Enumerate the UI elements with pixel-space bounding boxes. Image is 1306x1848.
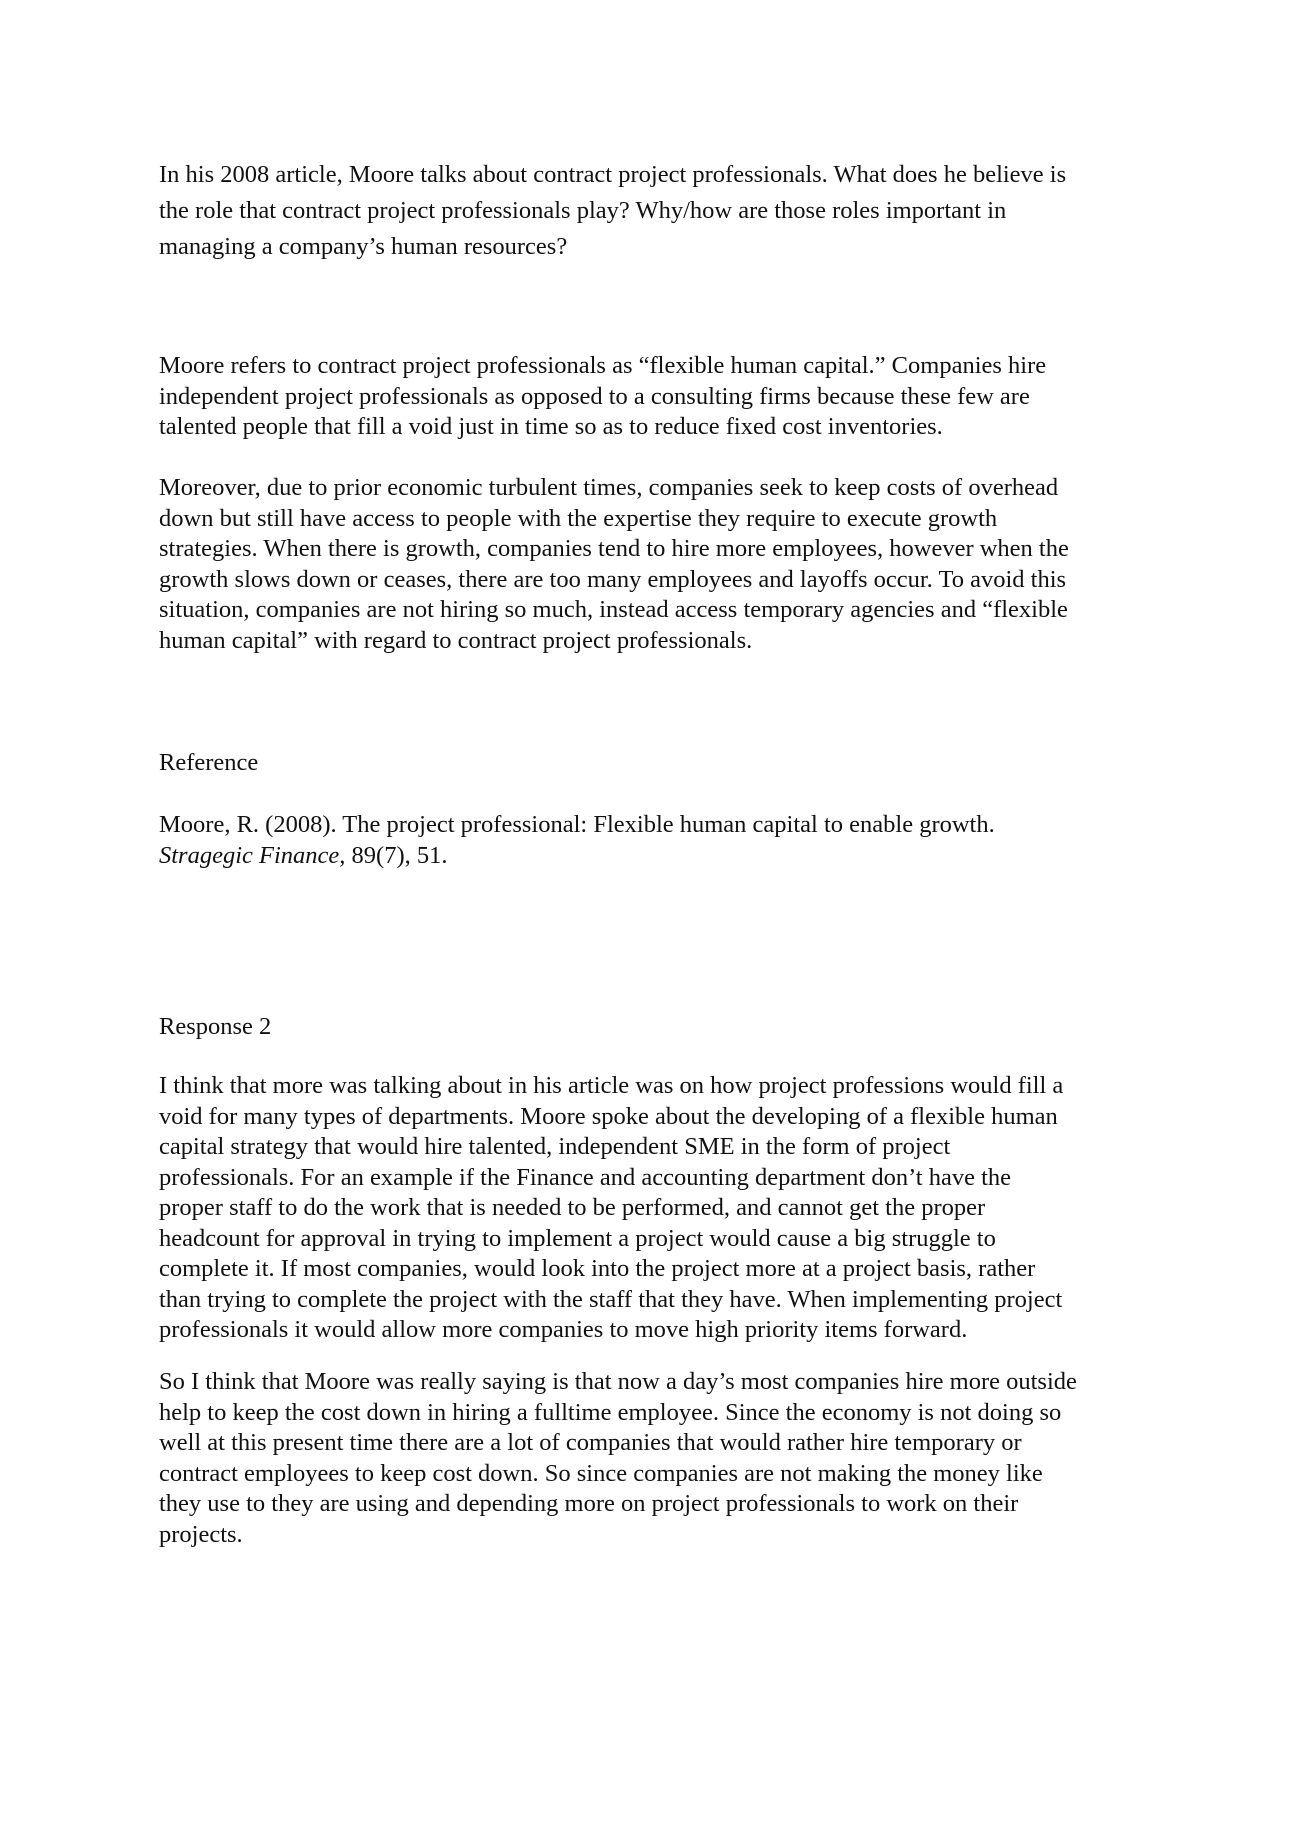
text-line: professionals. For an example if the Finance and accounting department don’t have the bbox=[159, 1163, 1012, 1191]
journal-volume: 89(7), 51. bbox=[345, 841, 448, 869]
text-line: human capital” with regard to contract project professionals. bbox=[159, 626, 753, 654]
text-line: well at this present time there are a lot of companies that would rather hire temporary or bbox=[159, 1429, 1022, 1456]
text-line: independent project professionals as opposed to a consulting firms because these few are bbox=[159, 382, 1030, 410]
reference-line-2 bbox=[159, 841, 1169, 872]
answer-paragraph-1 bbox=[159, 351, 1169, 443]
reference-heading bbox=[159, 748, 1169, 779]
text-line: they use to they are using and depending more on project professionals to work on their bbox=[159, 1490, 1019, 1517]
question-paragraph bbox=[159, 157, 1169, 265]
text-line: Moreover, due to prior economic turbulent times, companies seek to keep costs of overhead bbox=[159, 474, 1059, 501]
text-line: projects. bbox=[159, 1520, 243, 1548]
text-line: In his 2008 article, Moore talks about contract project professionals. What does he believe is bbox=[159, 161, 1067, 188]
reference-line-1: Moore, R. (2008). The project professional: Flexible human capital to enable growth. bbox=[159, 811, 995, 838]
text-line: headcount for approval in trying to implement a project would cause a big struggle to bbox=[159, 1224, 996, 1252]
text-line: So I think that Moore was really saying is that now a day’s most companies hire more outside bbox=[159, 1368, 1077, 1395]
journal-title: Stragegic Finance, bbox=[159, 841, 346, 869]
text-line: professionals it would allow more companies to move high priority items forward. bbox=[159, 1316, 968, 1343]
text-line: help to keep the cost down in hiring a fulltime employee. Since the economy is not doing so bbox=[159, 1398, 1062, 1426]
text-line: capital strategy that would hire talented, independent SME in the form of project bbox=[159, 1133, 951, 1160]
text-line: complete it. If most companies, would look into the project more at a project basis, rather bbox=[159, 1255, 1036, 1282]
heading-text: Response 2 bbox=[159, 1013, 272, 1040]
text-line: proper staff to do the work that is needed to be performed, and cannot get the proper bbox=[159, 1194, 986, 1221]
answer-paragraph-2 bbox=[159, 473, 1169, 656]
text-line: talented people that fill a void just in time so as to reduce fixed cost inventories. bbox=[159, 413, 943, 440]
text-line: void for many types of departments. Moore spoke about the developing of a flexible human bbox=[159, 1102, 1058, 1130]
text-line: I think that more was talking about in his article was on how project professions would fill a bbox=[159, 1072, 1064, 1099]
text-line: down but still have access to people with the expertise they require to execute growth bbox=[159, 504, 998, 532]
response-heading bbox=[159, 1012, 1169, 1043]
text-line: contract employees to keep cost down. So since companies are not making the money like bbox=[159, 1459, 1043, 1487]
response-paragraph-2 bbox=[159, 1367, 1169, 1550]
response-paragraph-1 bbox=[159, 1071, 1169, 1346]
text-line: strategies. When there is growth, companies tend to hire more employees, however when the bbox=[159, 535, 1069, 562]
text-line: growth slows down or ceases, there are too many employees and layoffs occur. To avoid this bbox=[159, 565, 1067, 593]
reference-entry bbox=[159, 810, 1169, 871]
text-line: the role that contract project professionals play? Why/how are those roles important in bbox=[159, 197, 1007, 224]
text-line: Moore refers to contract project professionals as “flexible human capital.” Companies hire bbox=[159, 352, 1047, 379]
heading-text: Reference bbox=[159, 749, 259, 776]
text-line: than trying to complete the project with the staff that they have. When implementing project bbox=[159, 1285, 1063, 1313]
text-line: situation, companies are not hiring so much, instead access temporary agencies and “flexible bbox=[159, 596, 1068, 623]
text-line: managing a company’s human resources? bbox=[159, 233, 568, 260]
